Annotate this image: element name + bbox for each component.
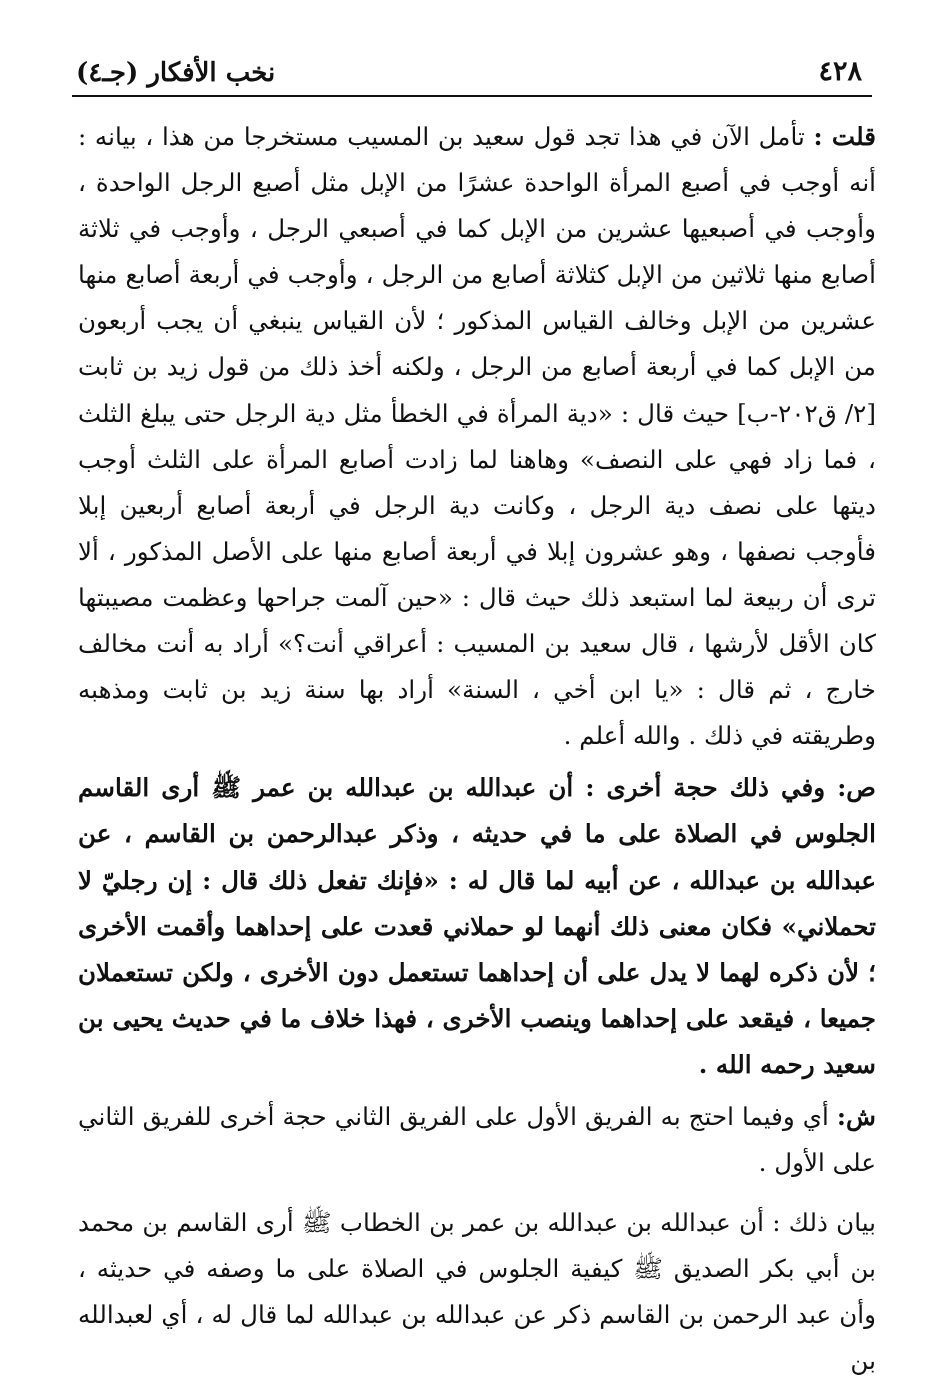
page-number: ٤٢٨ bbox=[818, 56, 862, 87]
source-text-paragraph bbox=[78, 765, 876, 1088]
paragraph-text: أي وفيما احتج به الفريق الأول على الفريق الثاني حجة أخرى للفريق الثاني على الأول . bbox=[78, 1101, 876, 1178]
explanation-paragraph bbox=[78, 1200, 876, 1384]
commentary-paragraph bbox=[78, 114, 876, 759]
paragraph-text: تأمل الآن في هذا تجد قول سعيد بن المسيب مستخرجا من هذا ، بيانه : أنه أوجب في أصبع المرأة الواحدة عشرًا من الإبل مثل أصبع الرجل الواحدة ، وأوجب في أصبعيها عشرين من الإبل كما في أصبعي الرجل ، وأوجب في ثلاثة أصابع منها ثلاثين من الإبل كثلاثة أصابع من الرجل ، وأوجب في أربعة أصابع منها عشرين من الإبل وخالف القياس المذكور ؛ لأن القياس ينبغي أن يجب أربعون من الإبل كما في أربعة أصابع من الرجل ، ولكنه أخذ ذلك من قول زيد بن ثابت [٢/ ق٢٠٢-ب] حيث قال : «دية المرأة في الخطأ مثل دية الرجل حتى يبلغ الثلث ، فما زاد فهي على النصف» وهاهنا لما زادت أصابع المرأة على الثلث أوجب ديتها على نصف دية الرجل ، وكانت دية الرجل في أربعة أصابع أربعين إبلا فأوجب نصفها ، وهو عشرون إبلا في أربعة أصابع منها على الأصل المذكور ، ألا ترى أن ربيعة لما استبعد ذلك حيث قال : «حين آلمت جراحها وعظمت مصيبتها كان الأقل لأرشها ، قال سعيد بن المسيب : أعراقي أنت؟» أراد به أنت مخالف خارج ، ثم قال : «يا ابن أخي ، السنة» أراد بها سنة زيد بن ثابت ومذهبه وطريقته في ذلك . والله أعلم . bbox=[78, 122, 876, 751]
paragraph-text: بيان ذلك : أن عبدالله بن عبدالله بن عمر بن الخطاب ﷺ أرى القاسم بن محمد بن أبي بكر الصديق ﷺ كيفية الجلوس في الصلاة على ما وصفه في حديثه ، وأن عبد الرحمن بن القاسم ذكر عن عبدالله بن عبدالله لما قال له ، أي لعبدالله بن bbox=[78, 1208, 876, 1376]
page-body bbox=[78, 114, 876, 1385]
paragraph-lead: ص: bbox=[837, 773, 876, 803]
paragraph-text: وفي ذلك حجة أخرى : أن عبدالله بن عبدالله بن عمر ﷺ أرى القاسم الجلوس في الصلاة على ما في حديثه ، وذكر عبدالرحمن بن القاسم ، عن عبدالله بن عبدالله ، عن أبيه لما قال له : «فإنك تفعل ذلك قال : إن رجليّ لا تحملاني» فكان معنى ذلك أنهما لو حملاني قعدت على إحداهما وأقمت الأخرى ؛ لأن ذكره لهما لا يدل على أن إحداهما تستعمل دون الأخرى ، ولكن تستعملان جميعا ، فيقعد على إحداهما وينصب الأخرى ، فهذا خلاف ما في حديث يحيى بن سعيد رحمه الله . bbox=[78, 773, 876, 1079]
header-rule bbox=[72, 95, 872, 97]
explanation-paragraph bbox=[78, 1094, 876, 1186]
paragraph-lead: ش: bbox=[836, 1101, 876, 1131]
book-title: نخب الأفكار (جـ٤) bbox=[76, 58, 276, 88]
paragraph-lead: قلت : bbox=[813, 122, 876, 151]
page-header bbox=[72, 52, 870, 96]
